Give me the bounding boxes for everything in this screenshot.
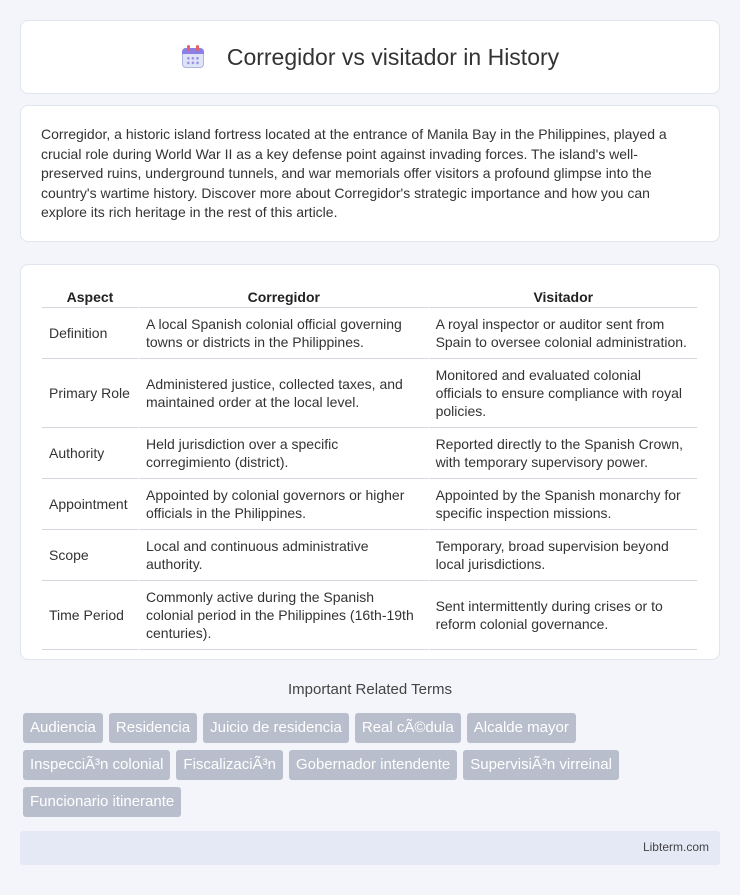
row-aspect: Authority: [42, 428, 138, 479]
term-tag[interactable]: Gobernador intendente: [289, 750, 457, 780]
visitador-cell: Reported directly to the Spanish Crown, with temporary supervisory power.: [428, 428, 697, 479]
corregidor-cell: Administered justice, collected taxes, and maintained order at the local level.: [138, 359, 428, 428]
row-aspect: Primary Role: [42, 359, 138, 428]
term-tag[interactable]: SupervisiÃ³n virreinal: [463, 750, 619, 780]
term-tag[interactable]: Real cÃ©dula: [355, 713, 461, 743]
visitador-cell: Monitored and evaluated colonial officials to ensure compliance with royal policies.: [428, 359, 697, 428]
visitador-cell: A royal inspector or auditor sent from Spain to oversee colonial administration.: [428, 308, 697, 359]
column-header-aspect: Aspect: [42, 286, 138, 308]
corregidor-cell: Held jurisdiction over a specific corregimiento (district).: [138, 428, 428, 479]
intro-paragraph: Corregidor, a historic island fortress located at the entrance of Manila Bay in the Philippines, played a crucial role during World War II as a key defense point against invading forces. The island's well-preserved ruins, underground tunnels, and war memorials offer visitors a profound glimpse into the country's wartime history. Discover more about Corregidor's strategic importance and how you can explore its rich heritage in the rest of this article.: [20, 105, 720, 242]
term-tag[interactable]: Funcionario itinerante: [23, 787, 181, 817]
calendar-icon: [181, 45, 205, 69]
term-tag[interactable]: FiscalizaciÃ³n: [176, 750, 283, 780]
page-header: [20, 20, 720, 94]
visitador-cell: Appointed by the Spanish monarchy for specific inspection missions.: [428, 479, 697, 530]
table-row: [42, 530, 697, 581]
page-title: Corregidor vs visitador in History: [226, 43, 560, 70]
term-tag[interactable]: Audiencia: [23, 713, 103, 743]
row-aspect: Time Period: [42, 581, 138, 650]
footer: [20, 831, 720, 865]
corregidor-cell: Appointed by colonial governors or higher officials in the Philippines.: [138, 479, 428, 530]
term-tag[interactable]: Residencia: [109, 713, 197, 743]
related-terms-heading: Important Related Terms: [288, 681, 452, 698]
related-terms-list: [23, 713, 723, 817]
corregidor-cell: A local Spanish colonial official governing towns or districts in the Philippines.: [138, 308, 428, 359]
comparison-table: [42, 286, 697, 650]
row-aspect: Definition: [42, 308, 138, 359]
table-row: [42, 428, 697, 479]
table-row: [42, 359, 697, 428]
column-header-visitador: Visitador: [428, 286, 697, 308]
footer-site-link[interactable]: Libterm.com: [642, 840, 709, 854]
corregidor-cell: Local and continuous administrative authority.: [138, 530, 428, 581]
table-row: [42, 308, 697, 359]
row-aspect: Scope: [42, 530, 138, 581]
comparison-card: [20, 264, 720, 660]
visitador-cell: Temporary, broad supervision beyond local jurisdictions.: [428, 530, 697, 581]
table-row: [42, 479, 697, 530]
row-aspect: Appointment: [42, 479, 138, 530]
column-header-corregidor: Corregidor: [138, 286, 428, 308]
term-tag[interactable]: InspecciÃ³n colonial: [23, 750, 170, 780]
table-row: [42, 581, 697, 650]
visitador-cell: Sent intermittently during crises or to reform colonial governance.: [428, 581, 697, 650]
corregidor-cell: Commonly active during the Spanish colonial period in the Philippines (16th-19th centuries).: [138, 581, 428, 650]
term-tag[interactable]: Juicio de residencia: [203, 713, 349, 743]
term-tag[interactable]: Alcalde mayor: [467, 713, 576, 743]
